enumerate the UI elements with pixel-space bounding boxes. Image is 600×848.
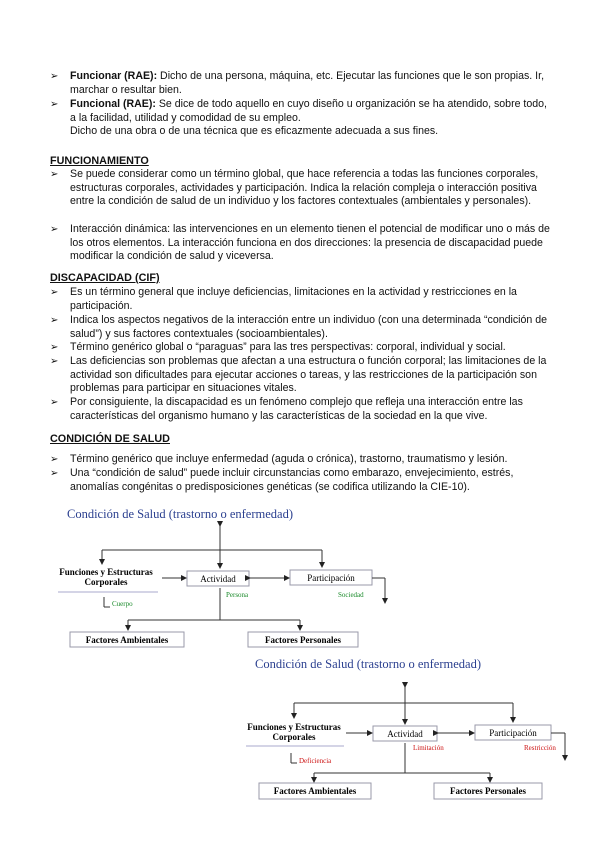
arrow-bullet-icon: ➢ <box>50 454 59 465</box>
diagram1-cuerpo: Cuerpo <box>112 600 133 608</box>
diagram1-funciones-line2: Corporales <box>84 577 128 587</box>
diagram2-restriccion: Restricción <box>524 744 556 752</box>
term-funcional: Funcional (RAE): <box>70 98 156 110</box>
diagram1-sociedad: Sociedad <box>338 591 364 599</box>
diagram1-persona: Persona <box>226 591 249 599</box>
diagram2-title: Condición de Salud (trastorno o enfermedad) <box>255 657 481 671</box>
list-item-text: Interacción dinámica: las intervenciones en un elemento tienen el potencial de modificar uno o más de los otros elementos. La interacción funciona en dos direcciones: la presencia de discapacidad puede modificar la condición de salud y viceversa. <box>70 223 550 263</box>
diagram1-actividad: Actividad <box>200 574 236 584</box>
diagram2-participacion: Participación <box>489 728 537 738</box>
arrow-bullet-icon: ➢ <box>50 224 59 235</box>
list-item-text: Término genérico que incluye enfermedad (aguda o crónica), trastorno, traumatismo y lesión. <box>70 453 508 465</box>
list-item-text: Es un término general que incluye deficiencias, limitaciones en la actividad y restricciones en la participación. <box>70 286 517 312</box>
arrow-bullet-icon: ➢ <box>50 315 59 326</box>
diagram1-ambientales: Factores Ambientales <box>85 635 169 645</box>
arrow-bullet-icon: ➢ <box>50 169 59 180</box>
term-funcionar: Funcionar (RAE): <box>70 70 158 82</box>
diagram2-funciones-line2: Corporales <box>272 732 316 742</box>
diagram2-ambientales: Factores Ambientales <box>273 786 357 796</box>
diagram2-funciones-line1: Funciones y Estructuras <box>247 722 341 732</box>
arrow-bullet-icon: ➢ <box>50 99 59 110</box>
arrow-bullet-icon: ➢ <box>50 342 59 353</box>
definition-funcional: Se dice de todo aquello en cuyo diseño u organización se ha atendido, sobre todo, a la facilidad, utilidad y comodidad de su empleo. <box>70 98 547 124</box>
arrow-bullet-icon: ➢ <box>50 356 59 367</box>
arrow-bullet-icon: ➢ <box>50 468 59 479</box>
definition-funcional-extra: Dicho de una obra o de una técnica que es eficazmente adecuada a sus fines. <box>70 125 439 138</box>
list-item-text: Indica los aspectos negativos de la interacción entre un individuo (con una determinada “condición de salud”) y sus factores contextuales (socioambientales). <box>70 314 548 340</box>
diagram1-participacion: Participación <box>307 573 355 583</box>
arrow-bullet-icon: ➢ <box>50 71 59 82</box>
diagram2-deficiencia: Deficiencia <box>299 757 332 765</box>
list-item-text: Por consiguiente, la discapacidad es un fenómeno complejo que refleja una interacción entre las características del organismo humano y las características de la sociedad en la que vive. <box>70 396 523 422</box>
heading-condicion-salud: CONDICIÓN DE SALUD <box>50 433 170 445</box>
list-item-text: Las deficiencias son problemas que afectan a una estructura o función corporal; las limitaciones de la actividad son dificultades para ejecutar acciones o tareas, y las restricciones de la participación son problemas para participar en situaciones vitales. <box>70 355 547 395</box>
diagram2-personales: Factores Personales <box>449 786 527 796</box>
arrow-bullet-icon: ➢ <box>50 287 59 298</box>
list-item-text: Una “condición de salud” puede incluir circunstancias como embarazo, envejecimiento, estrés, anomalías congénitas o predisposiciones genéticas (se codifica utilizando la CIE-10). <box>70 467 514 493</box>
list-item-text: Se puede considerar como un término global, que hace referencia a todas las funciones corporales, estructuras corporales, actividades y participación. Indica la relación compleja o interacción positiva entre la condición de salud de un individuo y los factores contextuales (ambientales y personales). <box>70 168 539 208</box>
diagram1-funciones-line1: Funciones y Estructuras <box>59 567 153 577</box>
heading-discapacidad: DISCAPACIDAD (CIF) <box>50 272 160 284</box>
diagram1-personales: Factores Personales <box>264 635 342 645</box>
diagram1-title: Condición de Salud (trastorno o enfermedad) <box>67 507 293 521</box>
diagram2-actividad: Actividad <box>387 729 423 739</box>
arrow-bullet-icon: ➢ <box>50 397 59 408</box>
list-item-text: Término genérico global o “paraguas” para las tres perspectivas: corporal, individual y social. <box>70 341 506 353</box>
definition-funcionar: Dicho de una persona, máquina, etc. Ejecutar las funciones que le son propias. Ir, marchar o resultar bien. <box>70 70 545 96</box>
diagram2-limitacion: Limitación <box>413 744 444 752</box>
heading-funcionamiento: FUNCIONAMIENTO <box>50 155 149 167</box>
